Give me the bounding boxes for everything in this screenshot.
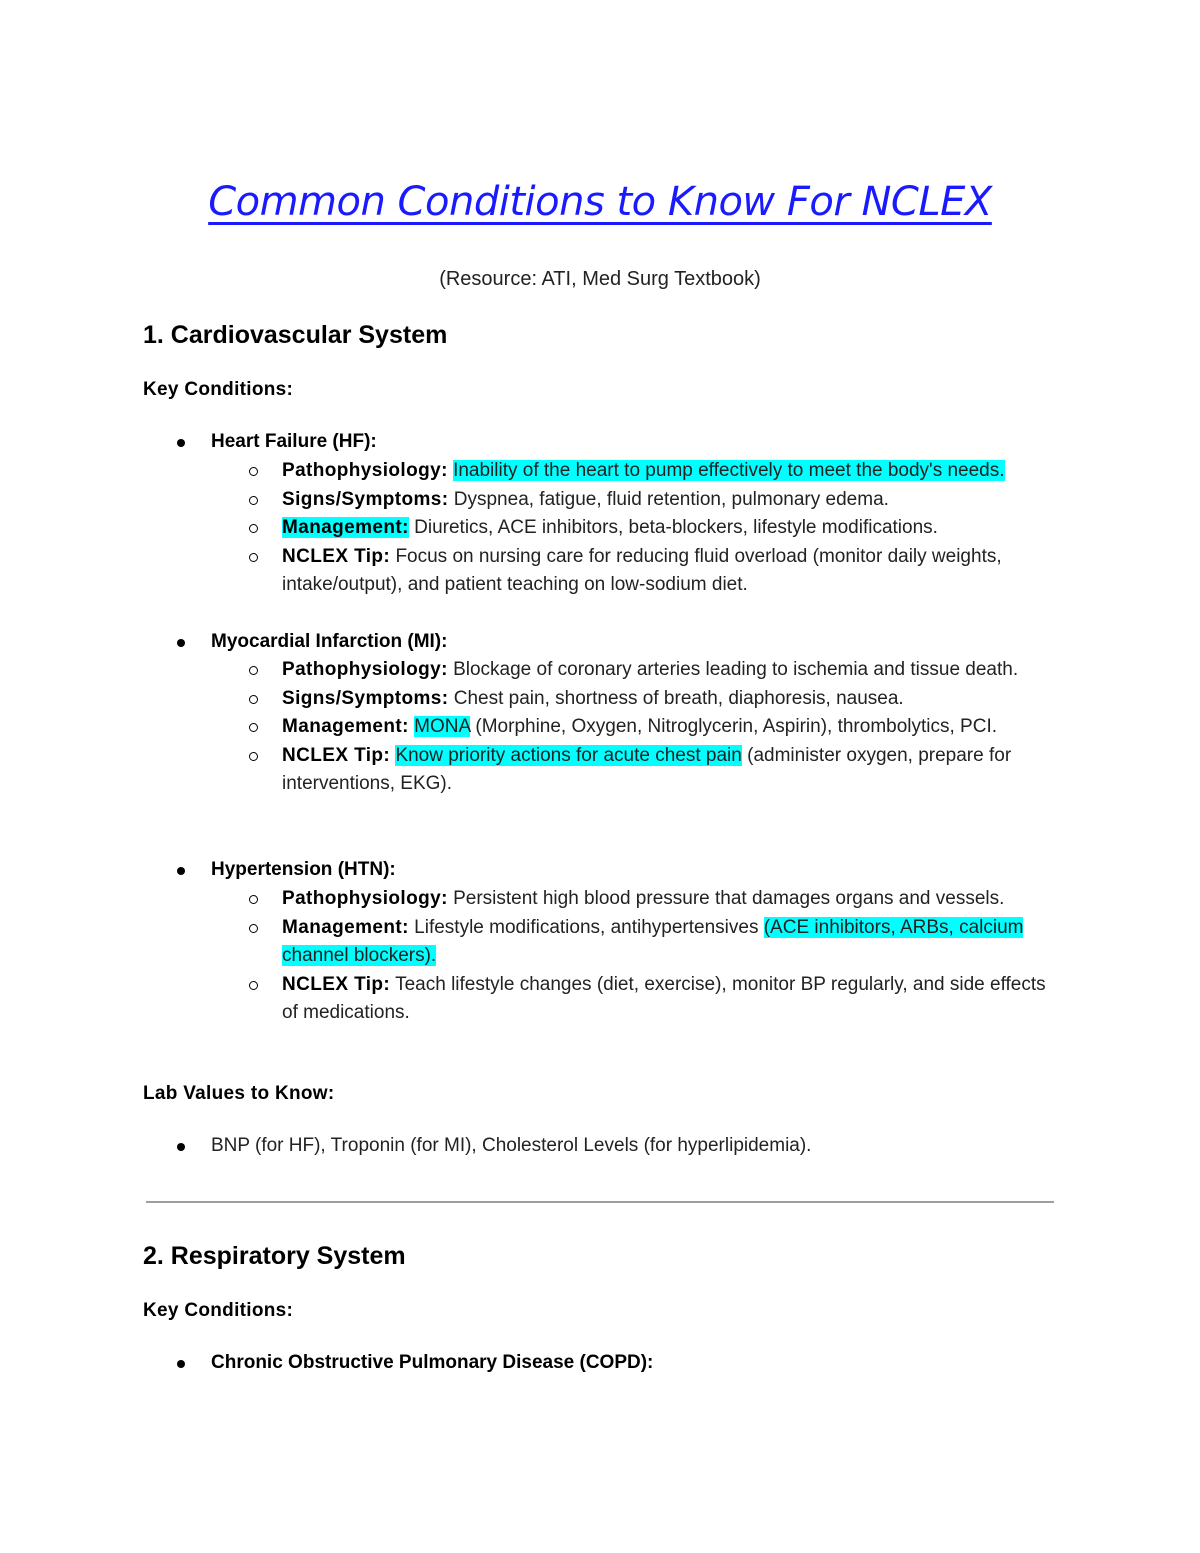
heart-failure-details (282, 457, 1052, 600)
circle-bullet-icon (249, 981, 258, 990)
list-item: Pathophysiology: Blockage of coronary arteries leading to ischemia and tissue death. (282, 656, 1052, 685)
circle-bullet-icon (249, 553, 258, 562)
list-item: Management: MONA (Morphine, Oxygen, Nitroglycerin, Aspirin), thrombolytics, PCI. (282, 713, 1052, 742)
circle-bullet-icon (249, 496, 258, 505)
lab-values-label: Lab Values to Know: (143, 1083, 335, 1104)
bullet-icon (177, 439, 185, 447)
circle-bullet-icon (249, 752, 258, 761)
mi-details (282, 656, 1052, 799)
condition-copd: Chronic Obstructive Pulmonary Disease (COPD): (211, 1349, 1071, 1378)
list-item: Signs/Symptoms: Dyspnea, fatigue, fluid retention, pulmonary edema. (282, 486, 1052, 515)
condition-heart-failure: Heart Failure (HF): (211, 428, 1071, 457)
resource-note: (Resource: ATI, Med Surg Textbook) (439, 268, 761, 290)
lab-values-item: BNP (for HF), Troponin (for MI), Cholesterol Levels (for hyperlipidemia). (211, 1132, 1071, 1161)
list-item: NCLEX Tip: Know priority actions for acute chest pain (administer oxygen, prepare for interventions, EKG). (282, 742, 1052, 799)
circle-bullet-icon (249, 723, 258, 732)
htn-details (282, 885, 1052, 1028)
section-heading-respiratory: 2. Respiratory System (143, 1242, 406, 1270)
condition-myocardial-infarction: Myocardial Infarction (MI): (211, 628, 1071, 657)
list-item: Signs/Symptoms: Chest pain, shortness of breath, diaphoresis, nausea. (282, 685, 1052, 714)
circle-bullet-icon (249, 924, 258, 933)
circle-bullet-icon (249, 467, 258, 476)
section-heading-cardiovascular: 1. Cardiovascular System (143, 321, 448, 349)
bullet-icon (177, 867, 185, 875)
key-conditions-label: Key Conditions: (143, 379, 294, 400)
list-item: Management: Diuretics, ACE inhibitors, beta-blockers, lifestyle modifications. (282, 514, 1052, 543)
circle-bullet-icon (249, 524, 258, 533)
bullet-icon (177, 1143, 185, 1151)
list-item: Management: Lifestyle modifications, antihypertensives (ACE inhibitors, ARBs, calcium channel blockers). (282, 914, 1052, 971)
key-conditions-label: Key Conditions: (143, 1300, 294, 1321)
circle-bullet-icon (249, 695, 258, 704)
document-title: Common Conditions to Know For NCLEX (208, 179, 992, 225)
horizontal-divider (146, 1201, 1054, 1203)
bullet-icon (177, 639, 185, 647)
condition-hypertension: Hypertension (HTN): (211, 856, 1071, 885)
circle-bullet-icon (249, 895, 258, 904)
list-item: NCLEX Tip: Teach lifestyle changes (diet, exercise), monitor BP regularly, and side effects of medications. (282, 971, 1052, 1028)
list-item: Pathophysiology: Persistent high blood pressure that damages organs and vessels. (282, 885, 1052, 914)
circle-bullet-icon (249, 666, 258, 675)
bullet-icon (177, 1360, 185, 1368)
list-item: NCLEX Tip: Focus on nursing care for reducing fluid overload (monitor daily weights, intake/output), and patient teaching on low-sodium diet. (282, 543, 1052, 600)
list-item: Pathophysiology: Inability of the heart to pump effectively to meet the body's needs. (282, 457, 1052, 486)
